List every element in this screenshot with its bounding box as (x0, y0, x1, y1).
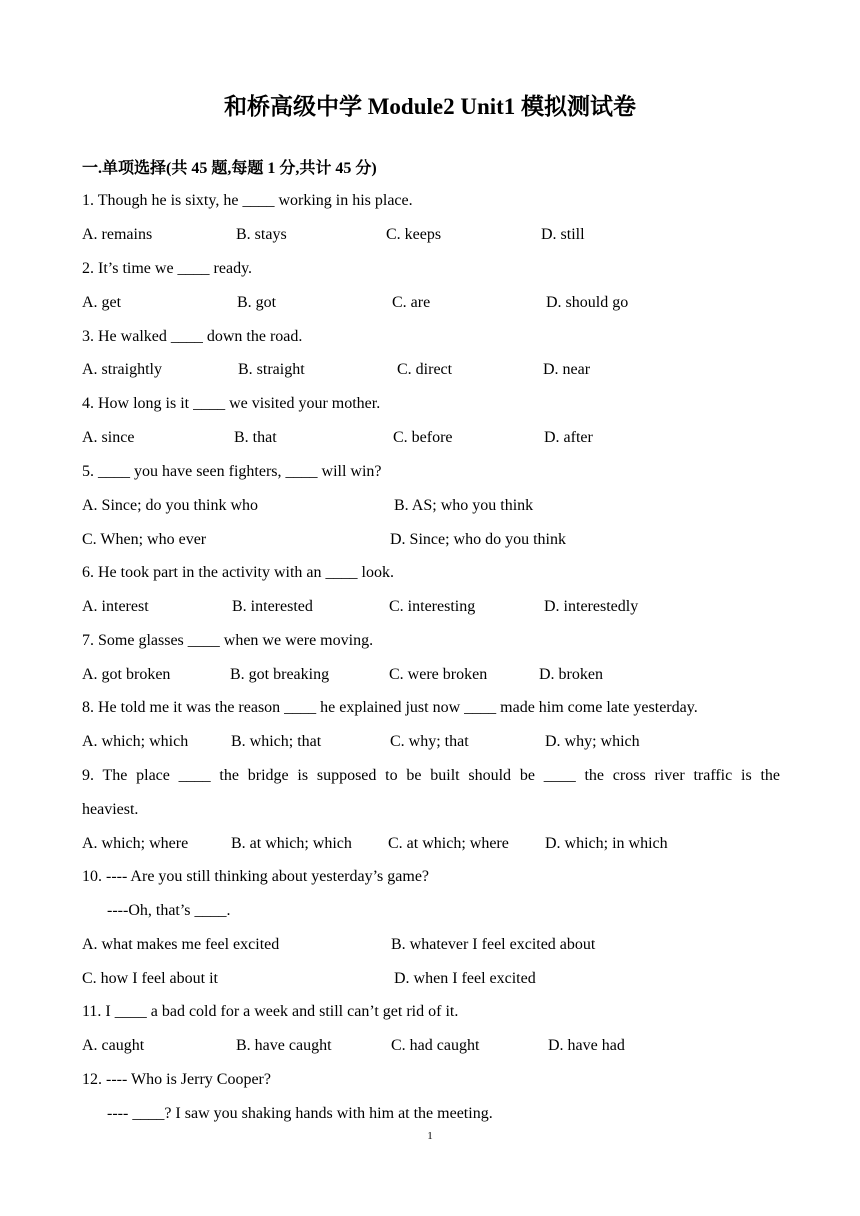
option-b: B. straight (238, 361, 305, 378)
option-c: C. When; who ever (82, 531, 207, 548)
question-stem: 6. He took part in the activity with an ____ look. (82, 564, 394, 581)
option-c: C. direct (397, 361, 453, 378)
option-d: D. which; in which (545, 835, 668, 852)
document-title: 和桥高级中学 Module2 Unit1 模拟测试卷 (223, 94, 637, 119)
option-a: A. interest (82, 598, 149, 615)
question-stem-continued: ----Oh, that’s ____. (107, 902, 231, 919)
option-c: C. are (392, 294, 431, 311)
option-a: A. straightly (82, 361, 162, 378)
option-d: D. still (541, 226, 585, 243)
option-c: C. keeps (386, 226, 442, 243)
option-a: A. which; which (82, 733, 189, 750)
option-a: A. remains (82, 226, 153, 243)
question-stem: 11. I ____ a bad cold for a week and still can’t get rid of it. (82, 1003, 459, 1020)
option-d: D. interestedly (544, 598, 639, 615)
question-stem: 10. ---- Are you still thinking about yesterday’s game? (82, 868, 430, 885)
option-b: B. got (237, 294, 277, 311)
question-stem: 8. He told me it was the reason ____ he explained just now ____ made him come late yesterday. (82, 699, 698, 716)
option-c: C. were broken (389, 666, 488, 683)
option-d: D. after (544, 429, 593, 446)
option-b: B. AS; who you think (394, 497, 534, 514)
page-number: 1 (427, 1130, 433, 1142)
option-b: B. that (234, 429, 277, 446)
option-a: A. since (82, 429, 135, 446)
option-c: C. why; that (390, 733, 469, 750)
section-heading: 一.单项选择(共 45 题,每题 1 分,共计 45 分) (82, 160, 377, 177)
question-stem-continued: ---- ____? I saw you shaking hands with him at the meeting. (107, 1105, 493, 1122)
option-a: A. Since; do you think who (82, 497, 258, 514)
option-d: D. have had (548, 1037, 625, 1054)
option-b: B. whatever I feel excited about (391, 936, 596, 953)
question-stem: 7. Some glasses ____ when we were moving. (82, 632, 374, 649)
option-d: D. should go (546, 294, 629, 311)
option-c: C. at which; where (388, 835, 509, 852)
option-c: C. had caught (391, 1037, 480, 1054)
option-a: A. which; where (82, 835, 189, 852)
question-stem: 3. He walked ____ down the road. (82, 328, 303, 345)
option-c: C. before (393, 429, 453, 446)
question-stem: 9. The place ____ the bridge is supposed to be built should be ____ the cross river traffic is the (82, 767, 780, 784)
option-d: D. when I feel excited (394, 970, 536, 987)
question-stem-continued: heaviest. (82, 801, 139, 818)
option-d: D. Since; who do you think (390, 531, 566, 548)
option-a: A. get (82, 294, 122, 311)
option-c: C. interesting (389, 598, 476, 615)
question-stem: 1. Though he is sixty, he ____ working in his place. (82, 192, 413, 209)
question-stem: 4. How long is it ____ we visited your mother. (82, 395, 381, 412)
option-b: B. got breaking (230, 666, 330, 683)
option-d: D. near (543, 361, 591, 378)
option-a: A. what makes me feel excited (82, 936, 280, 953)
option-b: B. interested (232, 598, 313, 615)
option-a: A. got broken (82, 666, 171, 683)
option-a: A. caught (82, 1037, 145, 1054)
option-b: B. at which; which (231, 835, 352, 852)
option-c: C. how I feel about it (82, 970, 218, 987)
option-d: D. broken (539, 666, 603, 683)
option-b: B. have caught (236, 1037, 332, 1054)
question-stem: 5. ____ you have seen fighters, ____ will win? (82, 463, 382, 480)
option-b: B. which; that (231, 733, 322, 750)
question-stem: 2. It’s time we ____ ready. (82, 260, 253, 277)
option-d: D. why; which (545, 733, 640, 750)
option-b: B. stays (236, 226, 287, 243)
question-stem: 12. ---- Who is Jerry Cooper? (82, 1071, 271, 1088)
